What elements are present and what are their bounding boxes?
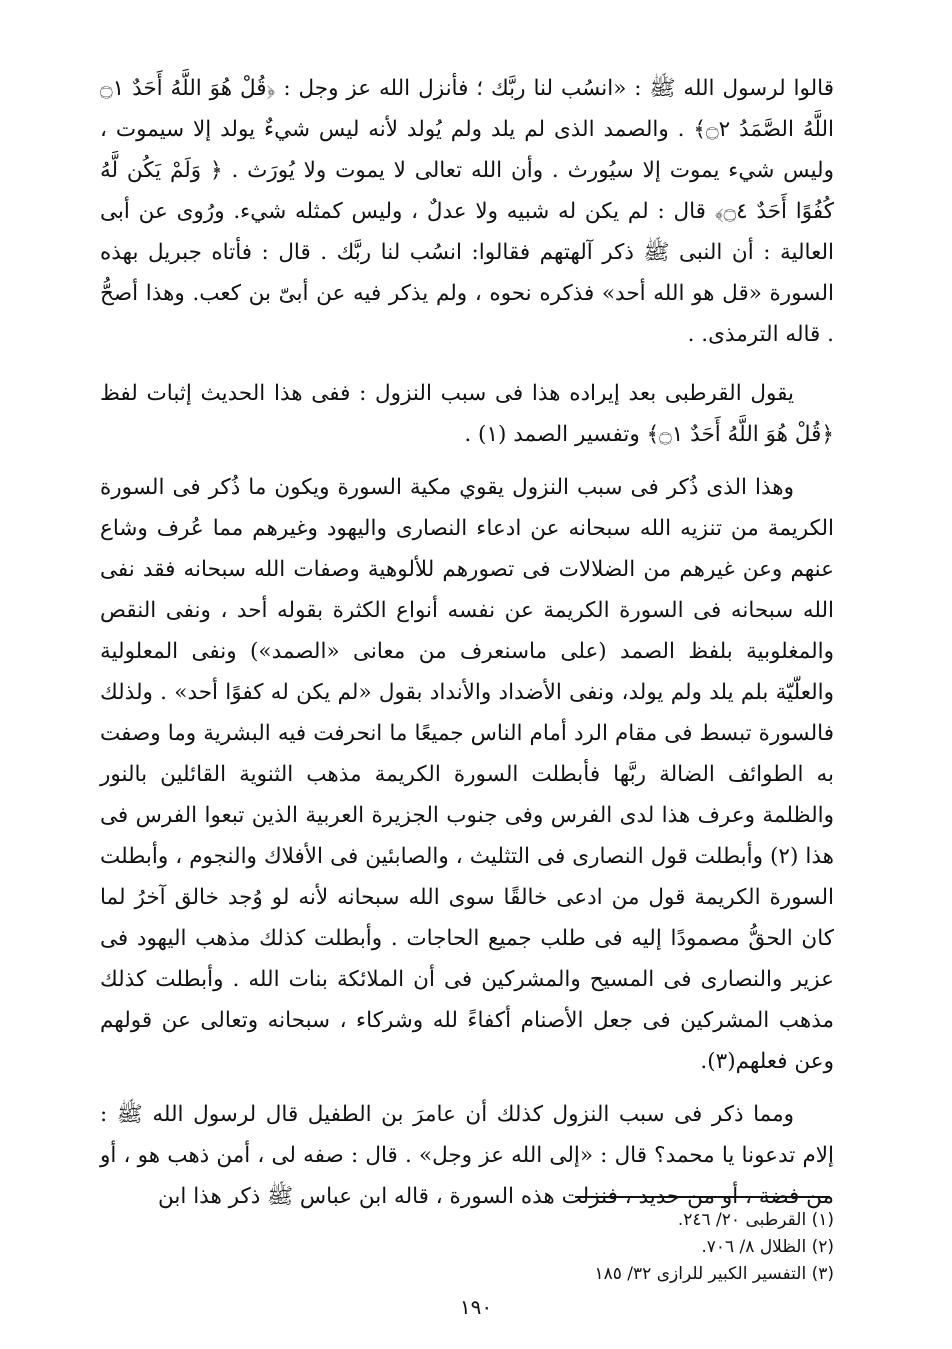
footnote-1: (١) القرطبى ٢٠/ ٢٤٦. bbox=[677, 1210, 834, 1230]
footnote-3: (٣) التفسير الكبير للرازى ٣٢/ ١٨٥ bbox=[594, 1264, 834, 1284]
paragraph-hadith: قالوا لرسول الله ﷺ : «انسُب لنا ربَّك ؛ فأنزل الله عز وجل : ﴿قُلْ هُوَ اللَّهُ أَحَدٌ ۝١ اللَّهُ الصَّمَدُ ۝٢﴾ . والصمد الذى لم يلد ولم يُولد لأنه ليس شيءٌ يولد إلا سيموت ، وليس شيء يموت إلا سيُورث . وأن الله تعالى لا يموت ولا يُورَث . ﴿ وَلَمْ يَكُن لَّهُ كُفُوًا أَحَدٌ ۝٤﴾ قال : لم يكن له شبيه ولا عدلٌ ، وليس كمثله شيء. ورُوى عن أبى العالية : أن النبى ﷺ ذكر آلهتهم فقالوا: انسُب لنا ربَّك . قال : فأتاه جبريل بهذه السورة «قل هو الله أحد» فذكره نحوه ، ولم يذكر فيه عن أبىّ بن كعب. وهذا أصحُّ . قاله الترمذى. . bbox=[100, 76, 834, 347]
paragraph-refutation: وهذا الذى ذُكر فى سبب النزول يقوي مكية السورة ويكون ما ذُكر فى السورة الكريمة من تنزيه الله سبحانه عن ادعاء النصارى واليهود وغيرهم مما عُرف وشاع عنهم وعن غيرهم من الضلالات فى تصورهم للألوهية وصفات الله سبحانه فقد نفى الله سبحانه فى السورة الكريمة عن نفسه أنواع الكثرة بقوله أحد ، ونفى النقص والمغلوبية بلفظ الصمد (على ماسنعرف من معانى «الصمد») ونفى المعلولية والعلّيّة بلم يلد ولم يولد، ونفى الأضداد والأنداد بقول «لم يكن له كفوًا أحد» . ولذلك فالسورة تبسط فى مقام الرد أمام الناس جميعًا ما انحرفت فيه البشرية وما وصفت به الطوائف الضالة ربَّها فأبطلت السورة الكريمة مذهب الثنوية القائلين بالنور والظلمة وعرف هذا لدى الفرس وفى جنوب الجزيرة العربية الذين تبعوا الفرس فى هذا (٢) وأبطلت قول النصارى فى التثليث ، والصابئين فى الأفلاك والنجوم ، وأبطلت السورة الكريمة قول من ادعى خالقًا سوى الله سبحانه لأنه لو وُجد خالق آخرُ لما كان الحقُّ مصمودًا إليه فى طلب جميع الحاجات . وأبطلت كذلك مذهب اليهود فى عزير والنصارى فى المسيح والمشركين فى أن الملائكة بنات الله . وأبطلت كذلك مذهب المشركين فى جعل الأصنام أكفاءً لله وشركاء ، سبحانه وتعالى عن قولهم وعن فعلهم(٣). bbox=[100, 475, 834, 1074]
footnotes bbox=[474, 1207, 834, 1288]
paragraph-qurtubi: يقول القرطبى بعد إيراده هذا فى سبب النزول : ففى هذا الحديث إثبات لفظ ﴿قُلْ هُوَ اللَّهُ أَحَدٌ ۝١﴾ وتفسير الصمد (١) . bbox=[100, 381, 834, 447]
footnote-divider bbox=[575, 1196, 830, 1198]
footnote-2: (٢) الظلال ٨/ ٧٠٦. bbox=[701, 1237, 834, 1257]
page-number: ١٩٠ bbox=[459, 1295, 493, 1319]
paragraph-amir-story: ومما ذكر فى سبب النزول كذلك أن عامرَ بن الطفيل قال لرسول الله ﷺ : إلام تدعونا يا محمد؟ قال : «إلى الله عز وجل» . قال : صفه لى ، أمن ذهب هو ، أو من فضة ، أو من حديد ، فنزلت هذه السورة ، قاله ابن عباس ﷺ ذكر هذا ابن bbox=[100, 1102, 834, 1209]
main-text bbox=[100, 68, 834, 1229]
